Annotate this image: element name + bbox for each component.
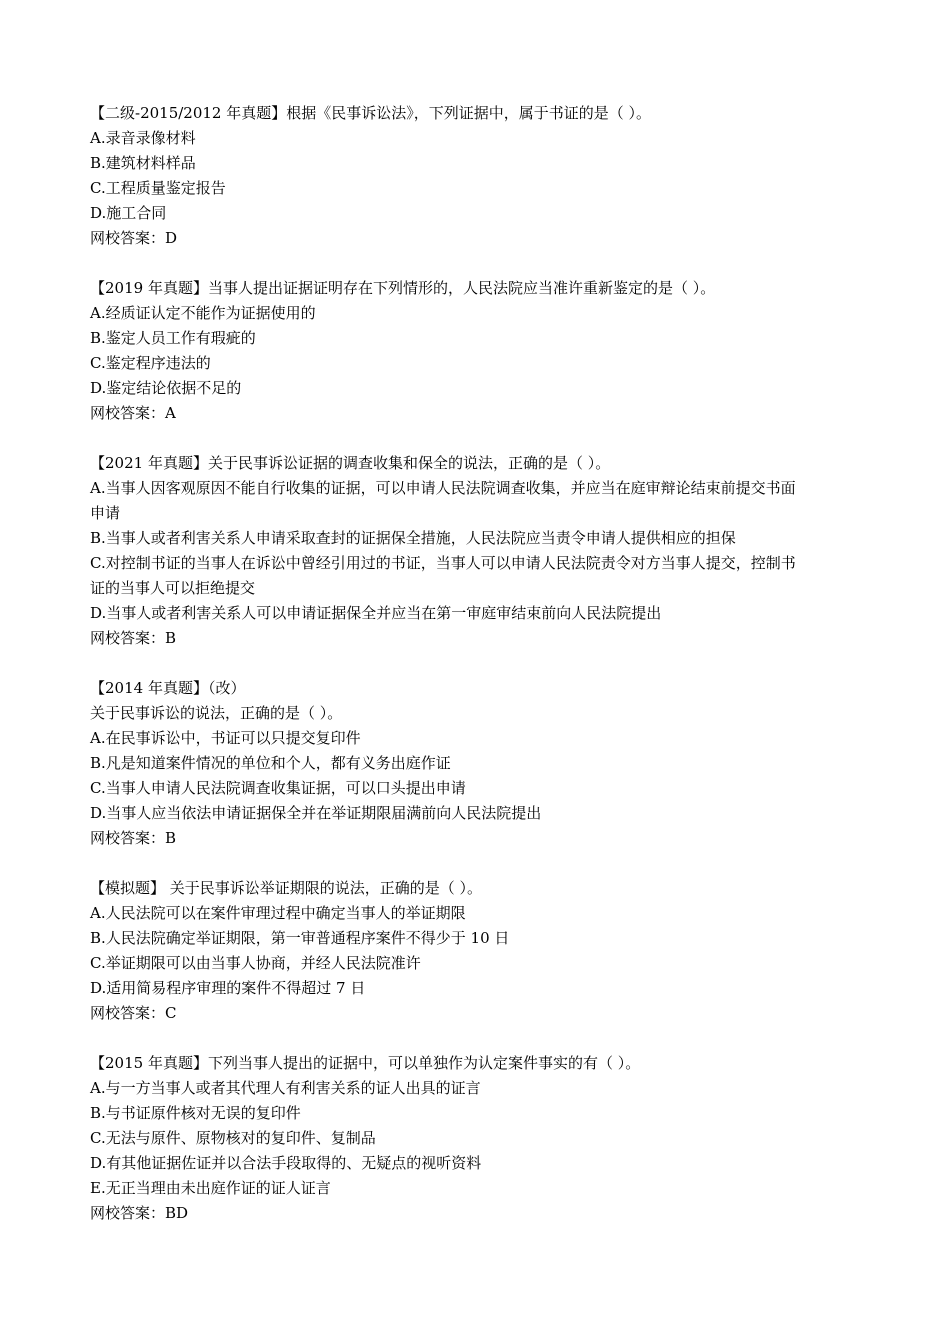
question-block: [90, 676, 890, 851]
question-line: D.适用简易程序审理的案件不得超过 7 日: [90, 979, 366, 997]
question-line: D.有其他证据佐证并以合法手段取得的、无疑点的视听资料: [90, 1154, 482, 1172]
question-stem: 【2019 年真题】当事人提出证据证明存在下列情形的，人民法院应当准许重新鉴定的是（ ）。: [90, 279, 716, 297]
question-stem: 【模拟题】 关于民事诉讼举证期限的说法，正确的是（ ）。: [90, 879, 483, 897]
question-block: [90, 451, 890, 651]
question-line: A.当事人因客观原因不能自行收集的证据，可以申请人民法院调查收集，并应当在庭审辩论结束前提交书面: [90, 479, 796, 497]
document-page: [90, 101, 890, 1251]
answer-line: 网校答案：A: [90, 404, 176, 422]
question-line: A.与一方当事人或者其代理人有利害关系的证人出具的证言: [90, 1079, 481, 1097]
question-line: A.经质证认定不能作为证据使用的: [90, 304, 316, 322]
question-line: A.录音录像材料: [90, 129, 196, 147]
answer-line: 网校答案：B: [90, 829, 177, 847]
question-line: D.当事人应当依法申请证据保全并在举证期限届满前向人民法院提出: [90, 804, 542, 822]
question-line: B.当事人或者利害关系人申请采取查封的证据保全措施，人民法院应当责令申请人提供相应的担保: [90, 529, 736, 547]
question-line: 申请: [90, 504, 121, 522]
question-line: C.举证期限可以由当事人协商，并经人民法院准许: [90, 954, 421, 972]
question-line: C.鉴定程序违法的: [90, 354, 211, 372]
question-line: 证的当事人可以拒绝提交: [90, 579, 256, 597]
question-line: A.人民法院可以在案件审理过程中确定当事人的举证期限: [90, 904, 466, 922]
question-stem: 【2015 年真题】下列当事人提出的证据中，可以单独作为认定案件事实的有（ ）。: [90, 1054, 641, 1072]
answer-line: 网校答案：D: [90, 229, 178, 247]
question-stem: 【二级-2015/2012 年真题】根据《民事诉讼法》，下列证据中，属于书证的是（ ）。: [90, 104, 652, 122]
answer-line: 网校答案：C: [90, 1004, 177, 1022]
answer-line: 网校答案：BD: [90, 1204, 189, 1222]
question-line: D.鉴定结论依据不足的: [90, 379, 242, 397]
question-line: C.工程质量鉴定报告: [90, 179, 226, 197]
question-line: D.施工合同: [90, 204, 167, 222]
question-line: B.与书证原件核对无误的复印件: [90, 1104, 301, 1122]
question-stem: 【2021 年真题】关于民事诉讼证据的调查收集和保全的说法，正确的是（ ）。: [90, 454, 611, 472]
question-line: B.建筑材料样品: [90, 154, 196, 172]
question-line: C.对控制书证的当事人在诉讼中曾经引用过的书证，当事人可以申请人民法院责令对方当事人提交，控制书: [90, 554, 796, 572]
question-line: B.凡是知道案件情况的单位和个人，都有义务出庭作证: [90, 754, 451, 772]
question-line: C.当事人申请人民法院调查收集证据，可以口头提出申请: [90, 779, 466, 797]
question-stem: 【2014 年真题】（改）: [90, 679, 246, 697]
question-line: A.在民事诉讼中，书证可以只提交复印件: [90, 729, 361, 747]
answer-line: 网校答案：B: [90, 629, 177, 647]
question-block: [90, 1051, 890, 1226]
question-line: D.当事人或者利害关系人可以申请证据保全并应当在第一审庭审结束前向人民法院提出: [90, 604, 662, 622]
question-block: [90, 276, 890, 426]
question-line: B.人民法院确定举证期限，第一审普通程序案件不得少于 10 日: [90, 929, 510, 947]
question-line: C.无法与原件、原物核对的复印件、复制品: [90, 1129, 376, 1147]
question-line: E.无正当理由未出庭作证的证人证言: [90, 1179, 331, 1197]
question-line: 关于民事诉讼的说法，正确的是（ ）。: [90, 704, 343, 722]
question-block: [90, 101, 890, 251]
question-block: [90, 876, 890, 1026]
question-line: B.鉴定人员工作有瑕疵的: [90, 329, 256, 347]
